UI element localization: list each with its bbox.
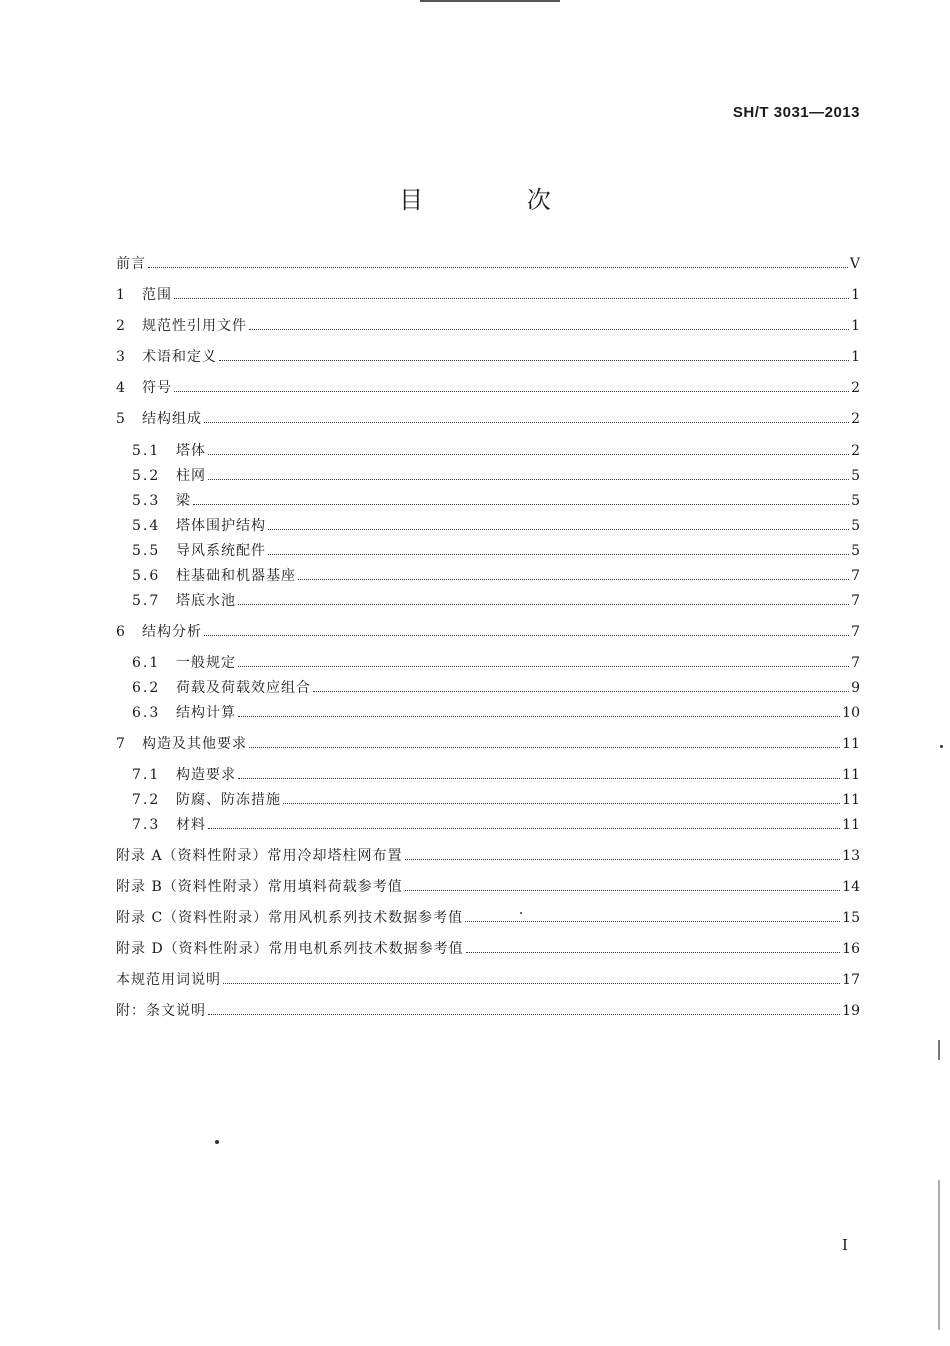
toc-dot-leader: [204, 421, 849, 423]
toc-entry-page: 5: [851, 543, 860, 559]
toc-dot-leader: [405, 858, 841, 860]
toc-entry-label: 附录 C（资料性附录）常用风机系列技术数据参考值: [116, 910, 464, 926]
toc-entry-number: 5.2: [132, 468, 161, 484]
toc-entry-label: 术语和定义: [142, 349, 217, 365]
toc-entry: [132, 652, 860, 676]
toc-entry-label: 梁: [176, 493, 191, 509]
toc-dot-leader: [238, 665, 849, 667]
toc-entry-page: 15: [842, 910, 860, 926]
toc-entry-page: 2: [851, 411, 860, 427]
toc-dot-leader: [283, 802, 840, 804]
toc-entry-page: V: [849, 256, 860, 272]
toc-entry-number: 5.7: [132, 593, 161, 609]
toc-entry: [132, 590, 860, 614]
toc-entry-label: 防腐、防冻措施: [176, 792, 281, 808]
toc-dot-leader: [223, 982, 840, 984]
toc-entry-number: 5.1: [132, 443, 161, 459]
toc-entry-page: 17: [842, 972, 860, 988]
toc-entry: [116, 253, 860, 277]
toc-entry-label: 范围: [142, 287, 172, 303]
toc-entry: [116, 876, 860, 900]
toc-entry: [116, 907, 860, 931]
toc-entry: [132, 677, 860, 701]
toc-entry: [132, 702, 860, 726]
toc-entry-label: 规范性引用文件: [142, 318, 247, 334]
toc-entry: [132, 814, 860, 838]
toc-dot-leader: [405, 889, 840, 891]
toc-entry-label: 材料: [176, 817, 206, 833]
toc-entry: [116, 969, 860, 993]
toc-entry-page: 5: [851, 468, 860, 484]
toc-entry-page: 2: [851, 443, 860, 459]
toc-entry-label: 附：条文说明: [116, 1003, 206, 1019]
toc-dot-leader: [148, 266, 848, 268]
toc-entry-page: 1: [851, 318, 860, 334]
toc-entry-page: 7: [851, 568, 860, 584]
toc-entry-label: 构造要求: [176, 767, 236, 783]
toc-dot-leader: [204, 634, 849, 636]
toc-entry: [116, 408, 860, 432]
toc-entry-label: 塔体: [176, 443, 206, 459]
toc-entry-label: 导风系统配件: [176, 543, 266, 559]
toc-entry-label: 附录 B（资料性附录）常用填料荷载参考值: [116, 879, 403, 895]
toc-entry: [116, 346, 860, 370]
toc-entry-number: 7.2: [132, 792, 161, 808]
toc-dot-leader: [238, 603, 849, 605]
toc-entry-page: 1: [851, 349, 860, 365]
toc-entry-label: 符号: [142, 380, 172, 396]
toc-entry-number: 5: [116, 411, 125, 427]
toc-entry: [116, 284, 860, 308]
toc-entry-label: 塔底水池: [176, 593, 236, 609]
toc-entry-label: 前言: [116, 256, 146, 272]
toc-entry: [132, 764, 860, 788]
toc-entry-label: 柱网: [176, 468, 206, 484]
toc-entry-page: 5: [851, 518, 860, 534]
toc-dot-leader: [219, 359, 849, 361]
scan-speck: [520, 912, 522, 914]
toc-entry: [132, 440, 860, 464]
toc-entry-page: 5: [851, 493, 860, 509]
toc-entry-number: 7: [116, 736, 125, 752]
toc-entry-number: 4: [116, 380, 125, 396]
toc-entry: [116, 377, 860, 401]
toc-entry-label: 柱基础和机器基座: [176, 568, 296, 584]
toc-entry-number: 3: [116, 349, 125, 365]
toc-entry-number: 5.6: [132, 568, 161, 584]
toc-entry-page: 19: [842, 1003, 860, 1019]
toc-entry-label: 结构计算: [176, 705, 236, 721]
toc-dot-leader: [174, 390, 849, 392]
toc-entry-number: 5.4: [132, 518, 161, 534]
scan-edge-mark: [938, 1040, 940, 1060]
standard-code: SH/T 3031—2013: [732, 104, 860, 121]
toc-entry-page: 11: [842, 736, 860, 752]
scan-speck: [940, 745, 943, 748]
toc-entry: [132, 515, 860, 539]
toc-dot-leader: [313, 690, 849, 692]
toc-entry-page: 10: [842, 705, 860, 721]
toc-entry: [116, 733, 860, 757]
toc-dot-leader: [249, 328, 849, 330]
toc-entry-label: 附录 D（资料性附录）常用电机系列技术数据参考值: [116, 941, 464, 957]
toc-entry: [132, 540, 860, 564]
scan-speck: [215, 1140, 219, 1144]
toc-dot-leader: [208, 478, 849, 480]
page-number: I: [842, 1236, 848, 1254]
toc-entry: [116, 938, 860, 962]
toc-entry-number: 6.2: [132, 680, 161, 696]
toc-entry-number: 6.3: [132, 705, 161, 721]
toc-entry: [132, 565, 860, 589]
toc-entry-label: 本规范用词说明: [116, 972, 221, 988]
toc-entry-page: 7: [851, 593, 860, 609]
toc-entry-page: 1: [851, 287, 860, 303]
toc-entry: [116, 1000, 860, 1024]
toc-entry-label: 附录 A（资料性附录）常用冷却塔柱网布置: [116, 848, 403, 864]
toc-entry-number: 2: [116, 318, 125, 334]
toc-entry: [116, 315, 860, 339]
toc-entry-label: 结构分析: [142, 624, 202, 640]
toc-dot-leader: [268, 553, 849, 555]
toc-entry-number: 5.3: [132, 493, 161, 509]
toc-dot-leader: [208, 827, 840, 829]
toc-entry-page: 7: [851, 655, 860, 671]
toc-entry: [132, 490, 860, 514]
toc-entry: [132, 789, 860, 813]
toc-dot-leader: [174, 297, 849, 299]
toc-entry-number: 7.1: [132, 767, 161, 783]
toc-entry-label: 塔体围护结构: [176, 518, 266, 534]
toc-entry-number: 6: [116, 624, 125, 640]
toc-entry-label: 构造及其他要求: [142, 736, 247, 752]
toc-dot-leader: [268, 528, 849, 530]
page-title: 目 次: [399, 186, 599, 214]
toc-entry-number: 1: [116, 287, 125, 303]
toc-dot-leader: [208, 1013, 840, 1015]
toc-entry-page: 14: [842, 879, 860, 895]
scan-top-edge-line: [420, 0, 560, 2]
toc-entry-label: 结构组成: [142, 411, 202, 427]
toc-entry-page: 11: [842, 792, 860, 808]
toc-dot-leader: [249, 746, 840, 748]
toc-entry: [116, 845, 860, 869]
toc-entry-page: 13: [842, 848, 860, 864]
toc-entry-label: 荷载及荷载效应组合: [176, 680, 311, 696]
scan-edge-mark: [938, 1180, 940, 1330]
toc-dot-leader: [238, 777, 840, 779]
toc-dot-leader: [238, 715, 840, 717]
toc-entry-page: 11: [842, 767, 860, 783]
toc-dot-leader: [466, 951, 840, 953]
toc-entry: [132, 465, 860, 489]
toc-entry-page: 11: [842, 817, 860, 833]
toc-entry-number: 6.1: [132, 655, 161, 671]
toc-entry-number: 5.5: [132, 543, 161, 559]
toc-dot-leader: [193, 503, 849, 505]
toc-dot-leader: [465, 920, 840, 922]
toc-entry-page: 16: [842, 941, 860, 957]
toc-dot-leader: [298, 578, 849, 580]
toc-dot-leader: [208, 453, 849, 455]
toc-entry-label: 一般规定: [176, 655, 236, 671]
toc-entry-number: 7.3: [132, 817, 161, 833]
toc-entry-page: 2: [851, 380, 860, 396]
toc-entry-page: 7: [851, 624, 860, 640]
toc-entry: [116, 621, 860, 645]
toc-entry-page: 9: [851, 680, 860, 696]
